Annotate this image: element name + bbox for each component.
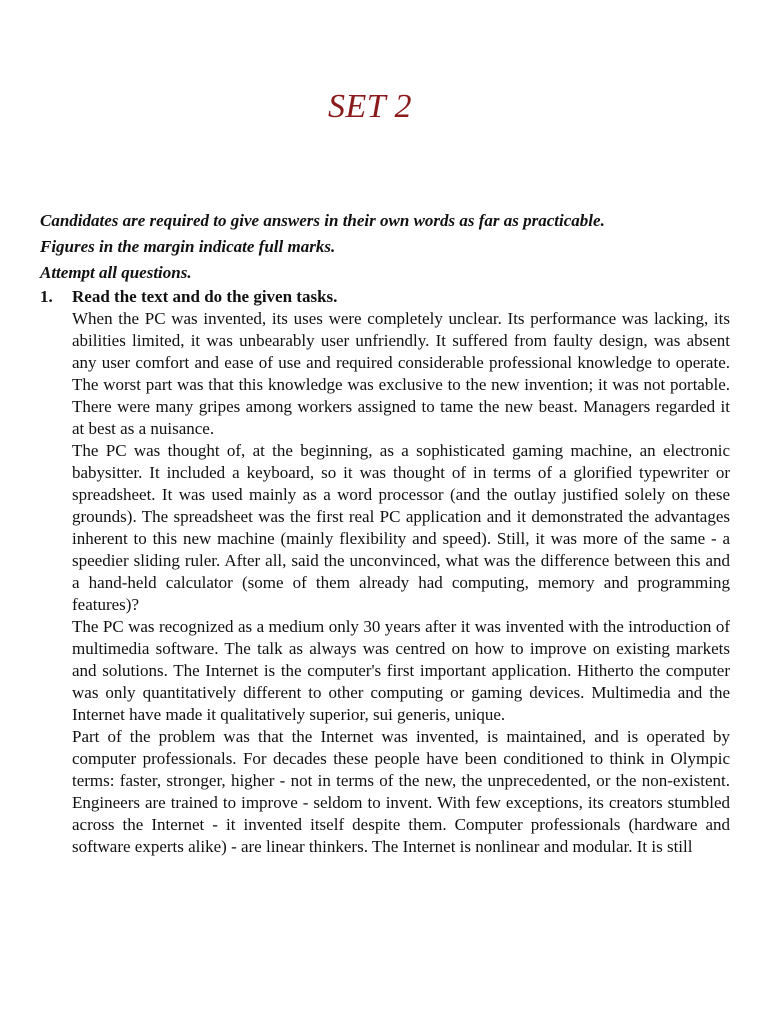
question-number: 1. [40,287,53,306]
instruction-line: Figures in the margin indicate full marks. [40,237,336,256]
question-1 [40,286,730,858]
instructions [40,208,730,286]
page-title: SET 2 [327,88,413,125]
question-heading [40,286,730,308]
question-heading-text: Read the text and do the given tasks. [72,287,338,306]
passage-paragraph: When the PC was invented, its uses were completely unclear. Its performance was lacking, its abilities limited, it was unbearably user unfriendly. It suffered from faulty design, was absent any user comfort and ease of use and required considerable professional knowledge to operate. The worst part was that this knowledge was exclusive to the new invention; it was not portable. There were many gripes among workers assigned to tame the new beast. Managers regarded it at best as a nuisance. [72,309,730,438]
reading-passage [72,308,730,858]
passage-paragraph: The PC was recognized as a medium only 30 years after it was invented with the introduction of multimedia software. The talk as always was centred on how to improve on existing markets and solutions. The Internet is the computer's first important application. Hitherto the computer was only quantitatively different to other computing or gaming devices. Multimedia and the Internet have made it qualitatively superior, sui generis, unique. [72,617,730,724]
instruction-line: Candidates are required to give answers in their own words as far as practicable. [40,211,605,230]
passage-paragraph: Part of the problem was that the Internet was invented, is maintained, and is operated by computer professionals. For decades these people have been conditioned to think in Olympic terms: faster, stronger, higher - not in terms of the new, the unprecedented, or the non-existent. Engineers are trained to improve - seldom to invent. With few exceptions, its creators stumbled across the Internet - it invented itself despite them. Computer professionals (hardware and software experts alike) - are linear thinkers. The Internet is nonlinear and modular. It is still [72,727,730,856]
passage-paragraph: The PC was thought of, at the beginning, as a sophisticated gaming machine, an electronic babysitter. It included a keyboard, so it was thought of in terms of a glorified typewriter or spreadsheet. It was used mainly as a word processor (and the outlay justified solely on these grounds). The spreadsheet was the first real PC application and it demonstrated the advantages inherent to this new machine (mainly flexibility and speed). Still, it was more of the same - a speedier sliding ruler. After all, said the unconvinced, what was the difference between this and a hand-held calculator (some of them already had computing, memory and programming features)? [72,441,730,614]
instruction-line: Attempt all questions. [40,263,192,282]
